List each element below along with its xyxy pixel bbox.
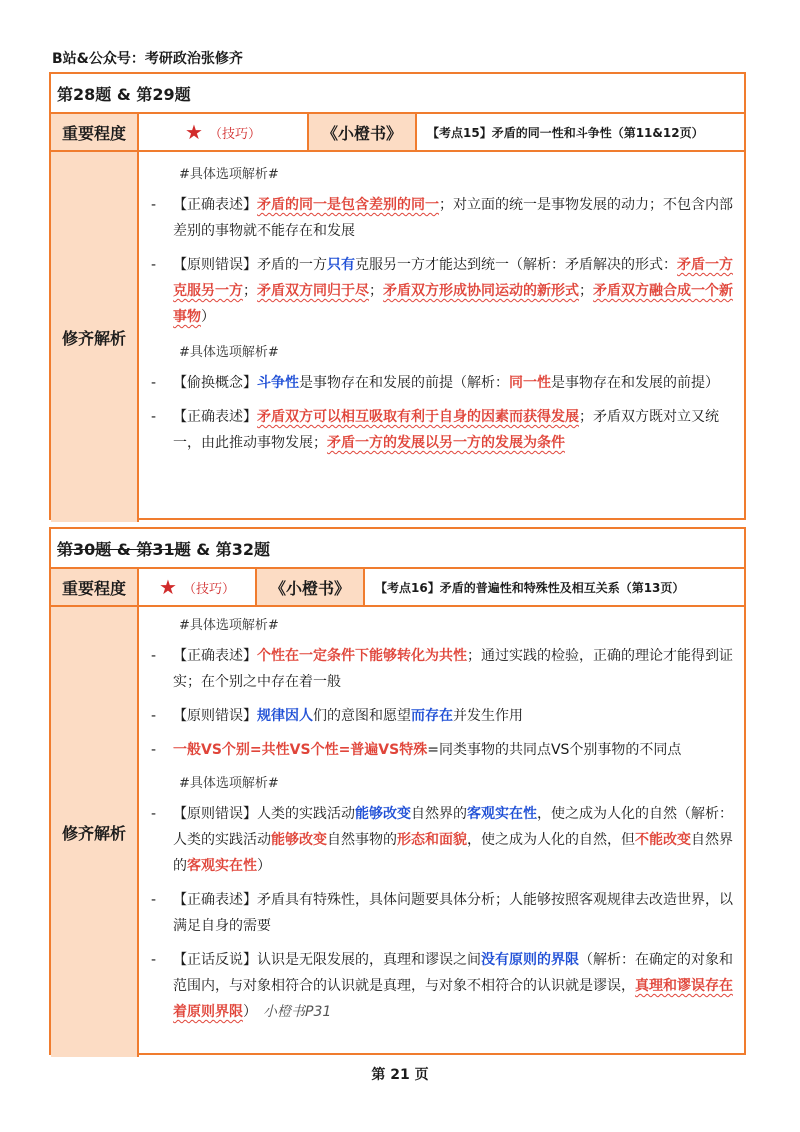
page-number: 第 21 页	[371, 1067, 429, 1083]
importance-label: 重要程度	[51, 114, 139, 150]
book-label: 《小橙书》	[309, 114, 417, 150]
list-item: - 【正确表述】个性在一定条件下能够转化为共性；通过实践的检验，正确的理论才能得到证实；在个别之中存在着一般	[151, 648, 733, 690]
exam-point: 【考点15】矛盾的同一性和斗争性（第11&12页）	[427, 125, 704, 140]
importance-rating	[139, 114, 309, 150]
skill-tag: （技巧）	[182, 581, 235, 597]
skill-tag: （技巧）	[208, 126, 261, 142]
analysis-row	[51, 607, 744, 1057]
list-item: - 【原则错误】矛盾的一方只有克服另一方才能达到统一（解析：矛盾解决的形式：矛盾一方克服另一方；矛盾双方同归于尽；矛盾双方形成协同运动的新形式；矛盾双方融合成一个新事物）	[151, 257, 733, 325]
star-icon: ★	[185, 120, 203, 144]
block-title: 第28题 & 第29题	[51, 74, 744, 114]
question-block-30-32	[49, 527, 746, 1055]
list-item: - 【原则错误】人类的实践活动能够改变自然界的客观实在性，使之成为人化的自然（解析：人类的实践活动能够改变自然事物的形态和面貌，使之成为人化的自然，但不能改变自然界的客观实在性）	[151, 806, 733, 874]
option-heading: #具体选项解析#	[179, 345, 279, 360]
list-item: - 【偷换概念】斗争性是事物存在和发展的前提（解析：同一性是事物存在和发展的前提）	[151, 375, 719, 391]
exam-point: 【考点16】矛盾的普遍性和特殊性及相互关系（第13页）	[375, 580, 685, 595]
importance-rating	[139, 569, 257, 605]
list-item: - 【正话反说】认识是无限发展的，真理和谬误之间没有原则的界限（解析：在确定的对象和范围内，与对象相符合的认识就是真理，与对象不相符合的认识就是谬误，真理和谬误存在着原则界限） 小橙书P31	[151, 952, 733, 1020]
source-note: 小橙书P31	[263, 1004, 332, 1020]
option-heading: #具体选项解析#	[179, 618, 279, 633]
importance-row	[51, 569, 744, 607]
list-item: - 【正确表述】矛盾双方可以相互吸取有利于自身的因素而获得发展；矛盾双方既对立又统一，由此推动事物发展；矛盾一方的发展以另一方的发展为条件	[151, 409, 719, 451]
book-label: 《小橙书》	[257, 569, 365, 605]
question-block-28-29	[49, 72, 746, 520]
option-heading: #具体选项解析#	[179, 167, 279, 182]
block-title: 第30题 & 第31题 & 第32题	[51, 529, 744, 569]
analysis-content	[139, 152, 744, 522]
channel-note: B站&公众号：考研政治张修齐	[52, 51, 243, 67]
analysis-label: 修齐解析	[51, 607, 139, 1057]
list-item: - 一般VS个别=共性VS个性=普遍VS特殊=同类事物的共同点VS个别事物的不同点	[151, 742, 682, 758]
analysis-row	[51, 152, 744, 522]
analysis-content	[139, 607, 744, 1057]
importance-label: 重要程度	[51, 569, 139, 605]
list-item: - 【正确表述】矛盾的同一是包含差别的同一；对立面的统一是事物发展的动力；不包含内部差别的事物就不能存在和发展	[151, 197, 733, 239]
star-icon: ★	[159, 575, 177, 599]
list-item: - 【正确表述】矛盾具有特殊性，具体问题要具体分析；人能够按照客观规律去改造世界，以满足自身的需要	[151, 892, 733, 934]
list-item: - 【原则错误】规律因人们的意图和愿望而存在并发生作用	[151, 708, 523, 724]
option-heading: #具体选项解析#	[179, 776, 279, 791]
analysis-label: 修齐解析	[51, 152, 139, 522]
importance-row	[51, 114, 744, 152]
